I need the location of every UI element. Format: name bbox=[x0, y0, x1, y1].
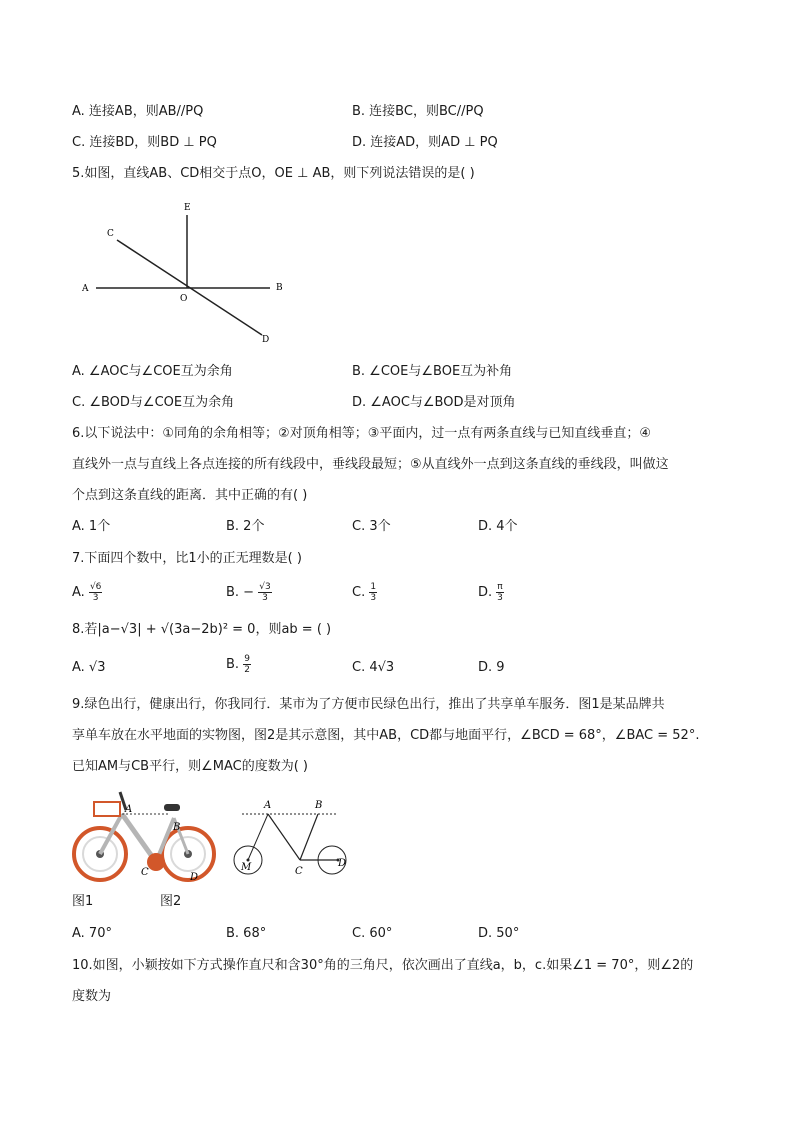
q10-stem-line-2: 度数为 bbox=[72, 989, 112, 1004]
bike-label-d: D bbox=[190, 872, 199, 883]
schema-label-c: C bbox=[295, 866, 303, 877]
q9-option-b: B. 68° bbox=[226, 926, 267, 941]
q7-option-a-fraction: $\frac{√6}{3}$ bbox=[89, 582, 102, 603]
q6-stem-line-2: 直线外一点与直线上各点连接的所有线段中，垂线段最短；⑤从直线外一点到这条直线的垂线段，叫做这 bbox=[72, 457, 669, 472]
q9-stem-line-3: 已知AM与CB平行，则∠MAC的度数为( ) bbox=[72, 759, 308, 774]
q5-stem: 5.如图，直线AB、CD相交于点O，OE ⊥ AB，则下列说法错误的是( ) bbox=[72, 166, 475, 181]
q7-option-d-prefix: D. bbox=[478, 585, 493, 600]
figure-2-caption: 图2 bbox=[160, 894, 182, 909]
label-a: A bbox=[82, 284, 89, 294]
q9-option-c: C. 60° bbox=[352, 926, 393, 941]
q8-option-d: D. 9 bbox=[478, 660, 505, 675]
q8-option-c: C. 4√3 bbox=[352, 660, 395, 675]
bike-label-c: C bbox=[141, 867, 149, 878]
label-e: E bbox=[184, 203, 191, 213]
q8-stem: 8.若|a−√3| + √(3a−2b)² = 0，则ab = ( ) bbox=[72, 622, 332, 637]
q7-option-a-prefix: A. bbox=[72, 585, 85, 600]
q7-option-b-prefix: B. − bbox=[226, 585, 255, 600]
q6-option-d: D. 4个 bbox=[478, 519, 518, 534]
q10-stem-line-1: 10.如图，小颖按如下方式操作直尺和含30°角的三角尺，依次画出了直线a，b，c.如果∠1 = 70°，则∠2的 bbox=[72, 958, 694, 973]
q7-option-b bbox=[226, 582, 272, 603]
q6-stem-line-3: 个点到这条直线的距离．其中正确的有( ) bbox=[72, 488, 308, 503]
q7-option-a bbox=[72, 582, 102, 603]
figure-1-caption: 图1 bbox=[72, 894, 94, 909]
q6-stem-line-1: 6.以下说法中：①同角的余角相等；②对顶角相等；③平面内，过一点有两条直线与已知直线垂直；④ bbox=[72, 426, 652, 441]
q5-option-a: A. ∠AOC与∠COE互为余角 bbox=[72, 364, 233, 379]
q7-option-d-fraction: $\frac{\pi}{3}$ bbox=[497, 582, 503, 603]
label-c: C bbox=[107, 229, 114, 239]
q8-option-b-prefix: B. bbox=[226, 657, 240, 672]
q7-option-c bbox=[352, 582, 377, 603]
bicycle-schematic bbox=[228, 796, 358, 881]
q7-option-b-fraction: $\frac{√3}{3}$ bbox=[259, 582, 271, 603]
q9-option-a: A. 70° bbox=[72, 926, 112, 941]
q8-option-b-fraction: $\frac{9}{2}$ bbox=[244, 654, 250, 675]
q8-option-b bbox=[226, 654, 251, 675]
label-d: D bbox=[262, 335, 270, 345]
schema-label-d: D bbox=[338, 858, 347, 869]
label-b: B bbox=[276, 283, 283, 293]
q4-option-b: B. 连接BC，则BC//PQ bbox=[352, 104, 484, 119]
q6-option-c: C. 3个 bbox=[352, 519, 391, 534]
q4-option-d: D. 连接AD，则AD ⊥ PQ bbox=[352, 135, 498, 150]
q4-option-c: C. 连接BD，则BD ⊥ PQ bbox=[72, 135, 217, 150]
q5-figure bbox=[72, 195, 302, 350]
bicycle-illustration bbox=[70, 784, 220, 889]
bike-label-a: A bbox=[125, 804, 133, 815]
q6-option-a: A. 1个 bbox=[72, 519, 111, 534]
q9-option-d: D. 50° bbox=[478, 926, 520, 941]
q9-stem-line-1: 9.绿色出行，健康出行，你我同行．某市为了方便市民绿色出行，推出了共享单车服务．图1是某品牌共 bbox=[72, 697, 665, 712]
q9-stem-line-2: 享单车放在水平地面的实物图，图2是其示意图，其中AB，CD都与地面平行，∠BCD = 68°，∠BAC = 52°. bbox=[72, 728, 700, 743]
q7-option-c-prefix: C. bbox=[352, 585, 366, 600]
q4-option-a: A. 连接AB，则AB//PQ bbox=[72, 104, 204, 119]
label-o: O bbox=[180, 294, 188, 304]
bike-label-b: B bbox=[173, 822, 181, 833]
q6-option-b: B. 2个 bbox=[226, 519, 265, 534]
schema-label-a: A bbox=[264, 800, 272, 811]
q5-option-d: D. ∠AOC与∠BOD是对顶角 bbox=[352, 395, 516, 410]
q8-option-a: A. √3 bbox=[72, 660, 106, 675]
q7-option-d bbox=[478, 582, 504, 603]
schema-label-b: B bbox=[315, 800, 323, 811]
q7-stem: 7.下面四个数中，比1小的正无理数是( ) bbox=[72, 551, 302, 566]
q5-option-b: B. ∠COE与∠BOE互为补角 bbox=[352, 364, 513, 379]
q7-option-c-fraction: $\frac{1}{3}$ bbox=[370, 582, 377, 603]
schema-label-m: M bbox=[241, 862, 252, 873]
q5-option-c: C. ∠BOD与∠COE互为余角 bbox=[72, 395, 235, 410]
